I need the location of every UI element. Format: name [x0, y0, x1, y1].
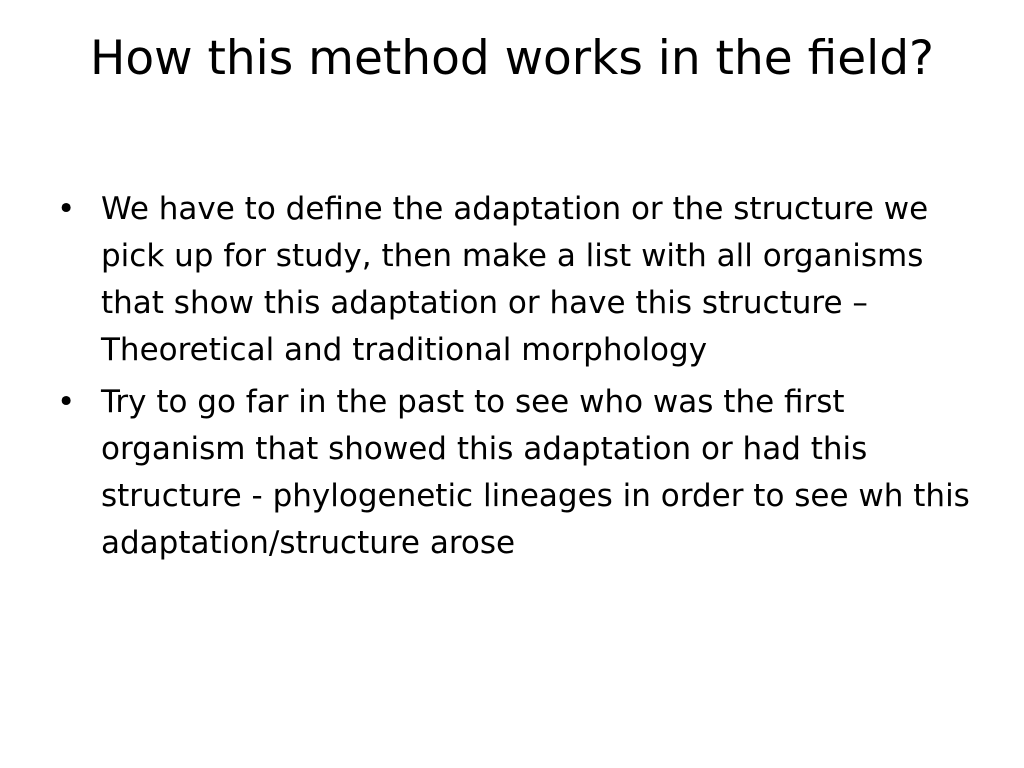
bullet-marker: •	[57, 191, 76, 227]
bullet-item	[57, 186, 977, 374]
bullet-marker: •	[57, 384, 76, 420]
bullet-item	[57, 379, 977, 567]
bullet-text: Try to go far in the past to see who was the first organism that showed this adaptation or had this structure - phylogenetic lineages in order to see wh this adaptation/structure arose	[101, 384, 970, 561]
bullet-text: We have to define the adaptation or the structure we pick up for study, then make a list with all organisms that show this adaptation or have this structure – Theoretical and traditional morphology	[101, 191, 929, 368]
bullet-list	[57, 186, 977, 572]
slide-title: How this method works in the field?	[89, 31, 934, 86]
